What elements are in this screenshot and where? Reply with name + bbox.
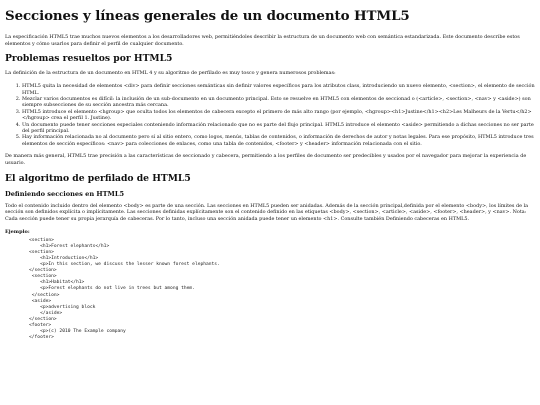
- list-item: 5. Hay información relacionada no al documento pero sí al sitio entero, como logos, menús, tablas de contenidos, o información de derechos de autor y notas legales. Para ese propósito, HTML5 introduce tres elementos de sección específicos: <nav> para colecciones de enlaces, como una tabla de contenidos, <footer> y <header> información relacionada con el sitio.: [22, 134, 535, 147]
- problems-list: [5, 83, 535, 147]
- list-item: 1. HTML5 quita la necesidad de elementos <div> para definir secciones semánticas sin definir valores específicos para los atributos class, introduciendo un nuevo elemento, <section>, el elemento de sección HTML.: [22, 83, 535, 96]
- intro-paragraph: La especificación HTML5 trae muchos nuevos elementos a los desarrolladores web, permitiéndoles describir la estructura de un documento web con semántica estandarizada. Este documento describe estos elementos y cómo usarlos para definir el perfil de cualquier documento.: [5, 34, 520, 47]
- sections-body-paragraph: Todo el contenido incluido dentro del elemento <body> es parte de una sección. Las secciones en HTML5 pueden ser anidadas. Además de la sección principal,definida por el elemento <body>, los límites de la sección son definidos explícita o implícitamente. Las secciones definidas explícitamente son el contenido definido en las etiquetas <body>, <section>, <article>, <aside>, <footer>, <header>, y <nav>. Nota: Cada sección puede tener su propia jerarquía de cabeceras. Por lo tanto, incluso una sección anidada puede tener un elemento <h1>. Consulte también Definiendo cabeceras en HTML5.: [5, 202, 529, 222]
- list-item: 3. HTML5 introduce el elemento <hgroup> que oculta todos los elementos de cabecera excepto el primero de más alto rango (por ejemplo, <hgroup><h1>Justine</h1><h2>Les Malheurs de la Vertu</h2></hgroup> crea el perfil 1. Justine).: [22, 109, 535, 122]
- subheading-defining-sections: Definiendo secciones en HTML5: [5, 189, 125, 198]
- list-item: 2. Mezclar varios documentos es difícil: la inclusión de un sub-documento en un documento principal. Esto se resuelve en HTML5 con elementos de seccionad o (<article>, <section>, <nav> y <aside>) son siempre subsecciones de su sección ancestra más cercana.: [22, 96, 535, 109]
- section-heading-algorithm: El algoritmo de perfilado de HTML5: [5, 172, 191, 184]
- section-heading-problems: Problemas resueltos por HTML5: [5, 53, 173, 65]
- problems-lead-paragraph: La definición de la estructura de un documento en HTML 4 y su algoritmo de perfilado es muy tosco y genera numerosos problemas:: [5, 70, 336, 77]
- example-label: Ejemplo:: [5, 228, 30, 235]
- list-item: 4. Un documento puede tener secciones especiales conteniendo información relacionado que no es parte del flujo principal. HTML5 introduce el elemento <aside> permitiendo a dichas secciones no ser parte del perfil principal.: [22, 122, 535, 135]
- closing-paragraph: De manera más general, HTML5 trae precisión a las características de seccionado y cabecera, permitiendo a los perfiles de documento ser predecibles y usados por el navegador para mejorar la experiencia de usuario.: [5, 153, 527, 166]
- code-example: <section> <h1>Forest elephants</h1> <section> <h1>Introduction</h1> <p>In this section, we discuss the lesser known forest elephants. </section> <section> <h1>Habitat</h1> <p>Forest elephants do not live in trees but among them. </section> <aside> <p>advertising block </aside> </section> <footer> <p>(c) 2010 The Example company </footer>: [29, 237, 220, 341]
- page-title: Secciones y líneas generales de un documento HTML5: [5, 8, 410, 24]
